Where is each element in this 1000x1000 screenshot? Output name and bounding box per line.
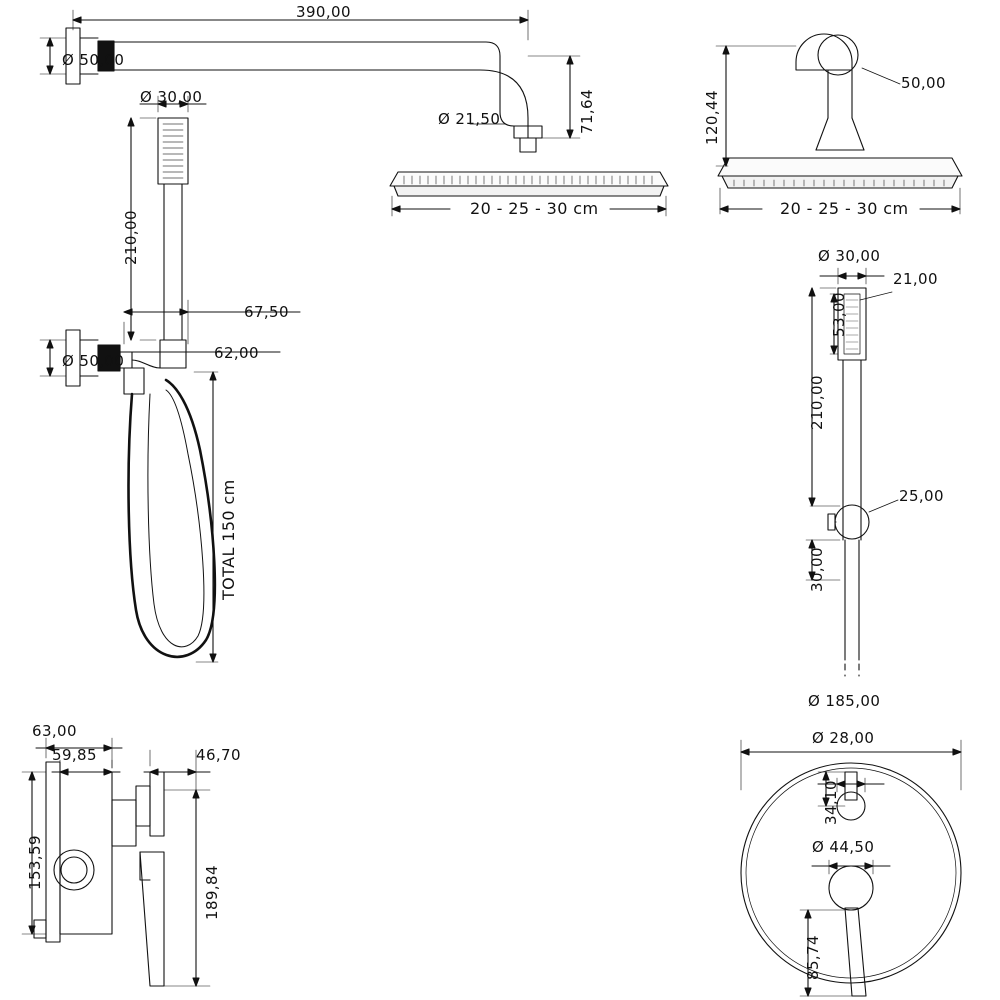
dim-diverter-knob-dia: Ø 28,00: [812, 729, 875, 747]
dim-plate-height: 153,59: [26, 835, 44, 890]
dim-arm-drop: 71,64: [578, 89, 596, 134]
dim-body-width: 59,85: [52, 746, 97, 764]
dim-arm-length: 390,00: [296, 3, 351, 21]
dim-handshower-head-dia: Ø 30,00: [140, 88, 203, 106]
dim-total-height: 189,84: [203, 865, 221, 920]
dim-wall-outlet-dia: Ø 50,00: [62, 352, 125, 370]
dim-wall-flange-dia: Ø 50,00: [62, 51, 125, 69]
dim-head-width-range: 20 - 25 - 30 cm: [470, 199, 599, 218]
dim-handle-offset: 85,74: [804, 935, 822, 980]
dim-head-width-range-side: 20 - 25 - 30 cm: [780, 199, 909, 218]
dim-diverter-offset: 34,10: [822, 780, 840, 825]
dim-head-face-width: 21,00: [893, 270, 938, 288]
dim-plate-dia: Ø 185,00: [808, 692, 881, 710]
dim-head-face-height: 53,00: [830, 292, 848, 337]
dim-holder-offset: 30,00: [808, 547, 826, 592]
dim-head-dia: Ø 30,00: [818, 247, 881, 265]
dim-lever-projection: 46,70: [196, 746, 241, 764]
dim-outlet-projection: 62,00: [214, 344, 259, 362]
dim-holder-projection: 67,50: [244, 303, 289, 321]
dim-hose-total: TOTAL 150 cm: [219, 479, 238, 600]
dim-plate-width: 63,00: [32, 722, 77, 740]
dim-holder-ring-dia: 25,00: [899, 487, 944, 505]
dim-arm-height: 120,44: [703, 90, 721, 145]
dim-handle-base-dia: Ø 44,50: [812, 838, 875, 856]
dim-handshower-length: 210,00: [122, 210, 140, 265]
dim-handle-length: 210,00: [808, 375, 826, 430]
dim-flange-dia-side: 50,00: [901, 74, 946, 92]
dim-arm-tube-dia: Ø 21,50: [438, 110, 501, 128]
